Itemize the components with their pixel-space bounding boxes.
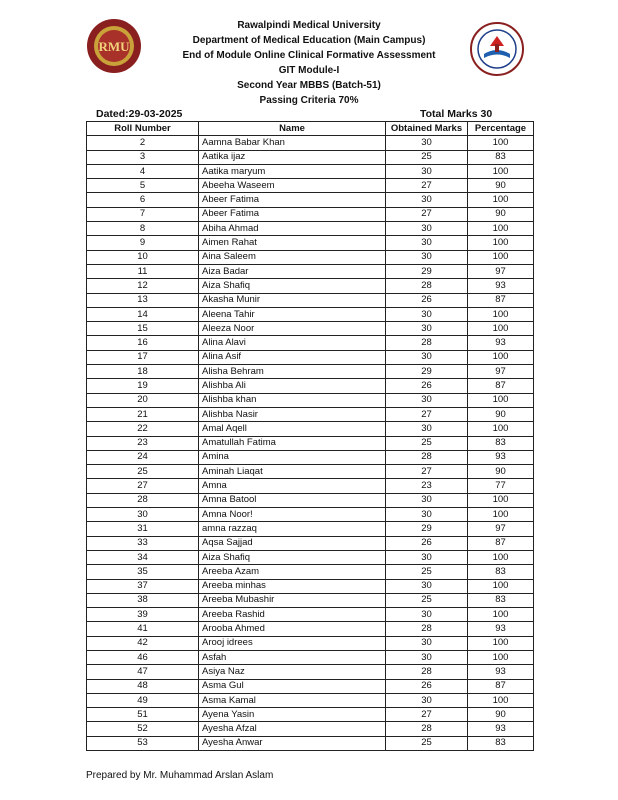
table-row — [87, 365, 534, 379]
roll-number-cell: 28 — [87, 493, 199, 507]
percentage-cell: 100 — [468, 250, 534, 264]
obtained-marks-cell: 26 — [386, 379, 468, 393]
student-name-cell: Asma Kamal — [199, 693, 386, 707]
table-row — [87, 222, 534, 236]
obtained-marks-cell: 25 — [386, 736, 468, 750]
roll-number-cell: 16 — [87, 336, 199, 350]
roll-number-cell: 21 — [87, 407, 199, 421]
roll-number-cell: 23 — [87, 436, 199, 450]
percentage-cell: 100 — [468, 193, 534, 207]
percentage-cell: 100 — [468, 393, 534, 407]
percentage-cell: 100 — [468, 636, 534, 650]
table-row — [87, 136, 534, 150]
student-name-cell: Amna Batool — [199, 493, 386, 507]
percentage-cell: 100 — [468, 422, 534, 436]
table-row — [87, 150, 534, 164]
obtained-marks-cell: 30 — [386, 222, 468, 236]
roll-number-cell: 33 — [87, 536, 199, 550]
student-name-cell: Abeeha Waseem — [199, 179, 386, 193]
percentage-cell: 83 — [468, 436, 534, 450]
percentage-cell: 93 — [468, 279, 534, 293]
student-name-cell: Areeba Rashid — [199, 608, 386, 622]
roll-number-cell: 48 — [87, 679, 199, 693]
obtained-marks-cell: 28 — [386, 622, 468, 636]
table-row — [87, 736, 534, 750]
roll-number-cell: 6 — [87, 193, 199, 207]
obtained-marks-cell: 25 — [386, 565, 468, 579]
table-row — [87, 379, 534, 393]
percentage-cell: 87 — [468, 536, 534, 550]
table-row — [87, 279, 534, 293]
percentage-cell: 100 — [468, 164, 534, 178]
obtained-marks-cell: 27 — [386, 407, 468, 421]
obtained-marks-cell: 30 — [386, 393, 468, 407]
column-header-percentage: Percentage — [468, 122, 534, 136]
roll-number-cell: 22 — [87, 422, 199, 436]
student-name-cell: Aleena Tahir — [199, 307, 386, 321]
student-name-cell: Asma Gul — [199, 679, 386, 693]
student-name-cell: Asiya Naz — [199, 665, 386, 679]
obtained-marks-cell: 28 — [386, 722, 468, 736]
percentage-cell: 100 — [468, 693, 534, 707]
roll-number-cell: 9 — [87, 236, 199, 250]
student-name-cell: Asfah — [199, 650, 386, 664]
table-row — [87, 293, 534, 307]
student-name-cell: Aatika ijaz — [199, 150, 386, 164]
roll-number-cell: 39 — [87, 608, 199, 622]
table-header-row — [87, 122, 534, 136]
table-row — [87, 393, 534, 407]
percentage-cell: 100 — [468, 650, 534, 664]
table-row — [87, 579, 534, 593]
percentage-cell: 83 — [468, 150, 534, 164]
roll-number-cell: 30 — [87, 508, 199, 522]
obtained-marks-cell: 30 — [386, 350, 468, 364]
date-label: Dated:29-03-2025 — [96, 108, 183, 120]
percentage-cell: 100 — [468, 350, 534, 364]
table-row — [87, 465, 534, 479]
percentage-cell: 83 — [468, 593, 534, 607]
student-name-cell: Alishba Ali — [199, 379, 386, 393]
table-row — [87, 479, 534, 493]
student-name-cell: Alina Asif — [199, 350, 386, 364]
table-row — [87, 307, 534, 321]
table-row — [87, 693, 534, 707]
percentage-cell: 100 — [468, 136, 534, 150]
roll-number-cell: 25 — [87, 465, 199, 479]
roll-number-cell: 53 — [87, 736, 199, 750]
student-name-cell: Amatullah Fatima — [199, 436, 386, 450]
table-row — [87, 608, 534, 622]
student-name-cell: Arooba Ahmed — [199, 622, 386, 636]
obtained-marks-cell: 27 — [386, 179, 468, 193]
roll-number-cell: 27 — [87, 479, 199, 493]
student-name-cell: Abeer Fatima — [199, 207, 386, 221]
percentage-cell: 93 — [468, 336, 534, 350]
student-name-cell: Alisha Behram — [199, 365, 386, 379]
table-row — [87, 322, 534, 336]
table-row — [87, 522, 534, 536]
batch-name: Second Year MBBS (Batch-51) — [237, 80, 381, 91]
student-name-cell: Ayena Yasin — [199, 708, 386, 722]
obtained-marks-cell: 26 — [386, 679, 468, 693]
percentage-cell: 83 — [468, 565, 534, 579]
obtained-marks-cell: 30 — [386, 693, 468, 707]
student-name-cell: Abeer Fatima — [199, 193, 386, 207]
table-row — [87, 708, 534, 722]
table-row — [87, 450, 534, 464]
table-row — [87, 179, 534, 193]
column-header-name: Name — [199, 122, 386, 136]
passing-criteria: Passing Criteria 70% — [259, 95, 359, 106]
obtained-marks-cell: 30 — [386, 250, 468, 264]
roll-number-cell: 14 — [87, 307, 199, 321]
table-row — [87, 436, 534, 450]
roll-number-cell: 8 — [87, 222, 199, 236]
percentage-cell: 100 — [468, 550, 534, 564]
percentage-cell: 97 — [468, 365, 534, 379]
department-name: Department of Medical Education (Main Campus) — [192, 35, 426, 46]
student-name-cell: Aiza Badar — [199, 264, 386, 278]
obtained-marks-cell: 30 — [386, 322, 468, 336]
obtained-marks-cell: 29 — [386, 365, 468, 379]
student-name-cell: Amina — [199, 450, 386, 464]
results-table — [86, 121, 534, 751]
percentage-cell: 90 — [468, 207, 534, 221]
prepared-by: Prepared by Mr. Muhammad Arslan Aslam — [86, 770, 274, 781]
obtained-marks-cell: 25 — [386, 436, 468, 450]
percentage-cell: 93 — [468, 622, 534, 636]
obtained-marks-cell: 30 — [386, 164, 468, 178]
percentage-cell: 100 — [468, 493, 534, 507]
roll-number-cell: 35 — [87, 565, 199, 579]
obtained-marks-cell: 29 — [386, 264, 468, 278]
percentage-cell: 100 — [468, 608, 534, 622]
roll-number-cell: 52 — [87, 722, 199, 736]
obtained-marks-cell: 23 — [386, 479, 468, 493]
student-name-cell: Aimen Rahat — [199, 236, 386, 250]
table-row — [87, 164, 534, 178]
obtained-marks-cell: 28 — [386, 665, 468, 679]
percentage-cell: 93 — [468, 665, 534, 679]
student-name-cell: Alishba khan — [199, 393, 386, 407]
student-name-cell: Ayesha Afzal — [199, 722, 386, 736]
percentage-cell: 90 — [468, 708, 534, 722]
percentage-cell: 97 — [468, 264, 534, 278]
obtained-marks-cell: 30 — [386, 193, 468, 207]
roll-number-cell: 46 — [87, 650, 199, 664]
obtained-marks-cell: 28 — [386, 336, 468, 350]
percentage-cell: 87 — [468, 679, 534, 693]
roll-number-cell: 7 — [87, 207, 199, 221]
obtained-marks-cell: 30 — [386, 493, 468, 507]
student-name-cell: Abiha Ahmad — [199, 222, 386, 236]
roll-number-cell: 4 — [87, 164, 199, 178]
table-row — [87, 550, 534, 564]
obtained-marks-cell: 27 — [386, 207, 468, 221]
obtained-marks-cell: 30 — [386, 508, 468, 522]
student-name-cell: Alina Alavi — [199, 336, 386, 350]
total-marks-label: Total Marks 30 — [420, 108, 493, 120]
percentage-cell: 90 — [468, 465, 534, 479]
obtained-marks-cell: 30 — [386, 422, 468, 436]
percentage-cell: 77 — [468, 479, 534, 493]
obtained-marks-cell: 30 — [386, 650, 468, 664]
roll-number-cell: 2 — [87, 136, 199, 150]
table-row — [87, 493, 534, 507]
university-name: Rawalpindi Medical University — [237, 20, 381, 31]
roll-number-cell: 13 — [87, 293, 199, 307]
table-row — [87, 622, 534, 636]
obtained-marks-cell: 26 — [386, 536, 468, 550]
table-row — [87, 264, 534, 278]
student-name-cell: Areeba Mubashir — [199, 593, 386, 607]
student-name-cell: Aleeza Noor — [199, 322, 386, 336]
table-row — [87, 593, 534, 607]
roll-number-cell: 38 — [87, 593, 199, 607]
document-header — [0, 18, 618, 108]
roll-number-cell: 17 — [87, 350, 199, 364]
percentage-cell: 100 — [468, 222, 534, 236]
roll-number-cell: 51 — [87, 708, 199, 722]
roll-number-cell: 11 — [87, 264, 199, 278]
table-row — [87, 508, 534, 522]
obtained-marks-cell: 28 — [386, 450, 468, 464]
roll-number-cell: 18 — [87, 365, 199, 379]
table-row — [87, 236, 534, 250]
table-row — [87, 250, 534, 264]
student-name-cell: Areeba minhas — [199, 579, 386, 593]
student-name-cell: Aminah Liaqat — [199, 465, 386, 479]
roll-number-cell: 24 — [87, 450, 199, 464]
percentage-cell: 100 — [468, 236, 534, 250]
table-row — [87, 350, 534, 364]
percentage-cell: 100 — [468, 322, 534, 336]
student-name-cell: Akasha Munir — [199, 293, 386, 307]
percentage-cell: 100 — [468, 307, 534, 321]
obtained-marks-cell: 30 — [386, 608, 468, 622]
obtained-marks-cell: 30 — [386, 136, 468, 150]
percentage-cell: 100 — [468, 579, 534, 593]
roll-number-cell: 31 — [87, 522, 199, 536]
student-name-cell: Amna Noor! — [199, 508, 386, 522]
table-row — [87, 536, 534, 550]
roll-number-cell: 20 — [87, 393, 199, 407]
roll-number-cell: 12 — [87, 279, 199, 293]
obtained-marks-cell: 30 — [386, 636, 468, 650]
obtained-marks-cell: 25 — [386, 593, 468, 607]
table-row — [87, 207, 534, 221]
table-row — [87, 565, 534, 579]
percentage-cell: 87 — [468, 293, 534, 307]
obtained-marks-cell: 29 — [386, 522, 468, 536]
student-name-cell: Aina Saleem — [199, 250, 386, 264]
obtained-marks-cell: 28 — [386, 279, 468, 293]
percentage-cell: 93 — [468, 450, 534, 464]
percentage-cell: 97 — [468, 522, 534, 536]
table-row — [87, 679, 534, 693]
percentage-cell: 87 — [468, 379, 534, 393]
roll-number-cell: 49 — [87, 693, 199, 707]
roll-number-cell: 3 — [87, 150, 199, 164]
table-row — [87, 665, 534, 679]
obtained-marks-cell: 27 — [386, 708, 468, 722]
student-name-cell: amna razzaq — [199, 522, 386, 536]
roll-number-cell: 10 — [87, 250, 199, 264]
roll-number-cell: 34 — [87, 550, 199, 564]
roll-number-cell: 47 — [87, 665, 199, 679]
table-row — [87, 407, 534, 421]
percentage-cell: 100 — [468, 508, 534, 522]
obtained-marks-cell: 26 — [386, 293, 468, 307]
obtained-marks-cell: 30 — [386, 579, 468, 593]
percentage-cell: 90 — [468, 179, 534, 193]
obtained-marks-cell: 27 — [386, 465, 468, 479]
student-name-cell: Ayesha Anwar — [199, 736, 386, 750]
assessment-title: End of Module Online Clinical Formative Assessment — [182, 50, 436, 61]
roll-number-cell: 5 — [87, 179, 199, 193]
student-name-cell: Aiza Shafiq — [199, 550, 386, 564]
obtained-marks-cell: 30 — [386, 307, 468, 321]
table-row — [87, 193, 534, 207]
student-name-cell: Amna — [199, 479, 386, 493]
table-row — [87, 722, 534, 736]
table-row — [87, 422, 534, 436]
student-name-cell: Aamna Babar Khan — [199, 136, 386, 150]
logo-text: RMU — [98, 39, 130, 54]
student-name-cell: Alishba Nasir — [199, 407, 386, 421]
obtained-marks-cell: 30 — [386, 550, 468, 564]
roll-number-cell: 15 — [87, 322, 199, 336]
obtained-marks-cell: 30 — [386, 236, 468, 250]
column-header-marks: Obtained Marks — [386, 122, 468, 136]
student-name-cell: Arooj idrees — [199, 636, 386, 650]
column-header-roll: Roll Number — [87, 122, 199, 136]
percentage-cell: 90 — [468, 407, 534, 421]
table-row — [87, 636, 534, 650]
student-name-cell: Amal Aqell — [199, 422, 386, 436]
roll-number-cell: 19 — [87, 379, 199, 393]
table-row — [87, 650, 534, 664]
percentage-cell: 93 — [468, 722, 534, 736]
percentage-cell: 83 — [468, 736, 534, 750]
table-row — [87, 336, 534, 350]
student-name-cell: Aqsa Sajjad — [199, 536, 386, 550]
student-name-cell: Areeba Azam — [199, 565, 386, 579]
obtained-marks-cell: 25 — [386, 150, 468, 164]
student-name-cell: Aatika maryum — [199, 164, 386, 178]
module-name: GIT Module-I — [278, 65, 340, 76]
roll-number-cell: 41 — [87, 622, 199, 636]
student-name-cell: Aiza Shafiq — [199, 279, 386, 293]
roll-number-cell: 42 — [87, 636, 199, 650]
roll-number-cell: 37 — [87, 579, 199, 593]
